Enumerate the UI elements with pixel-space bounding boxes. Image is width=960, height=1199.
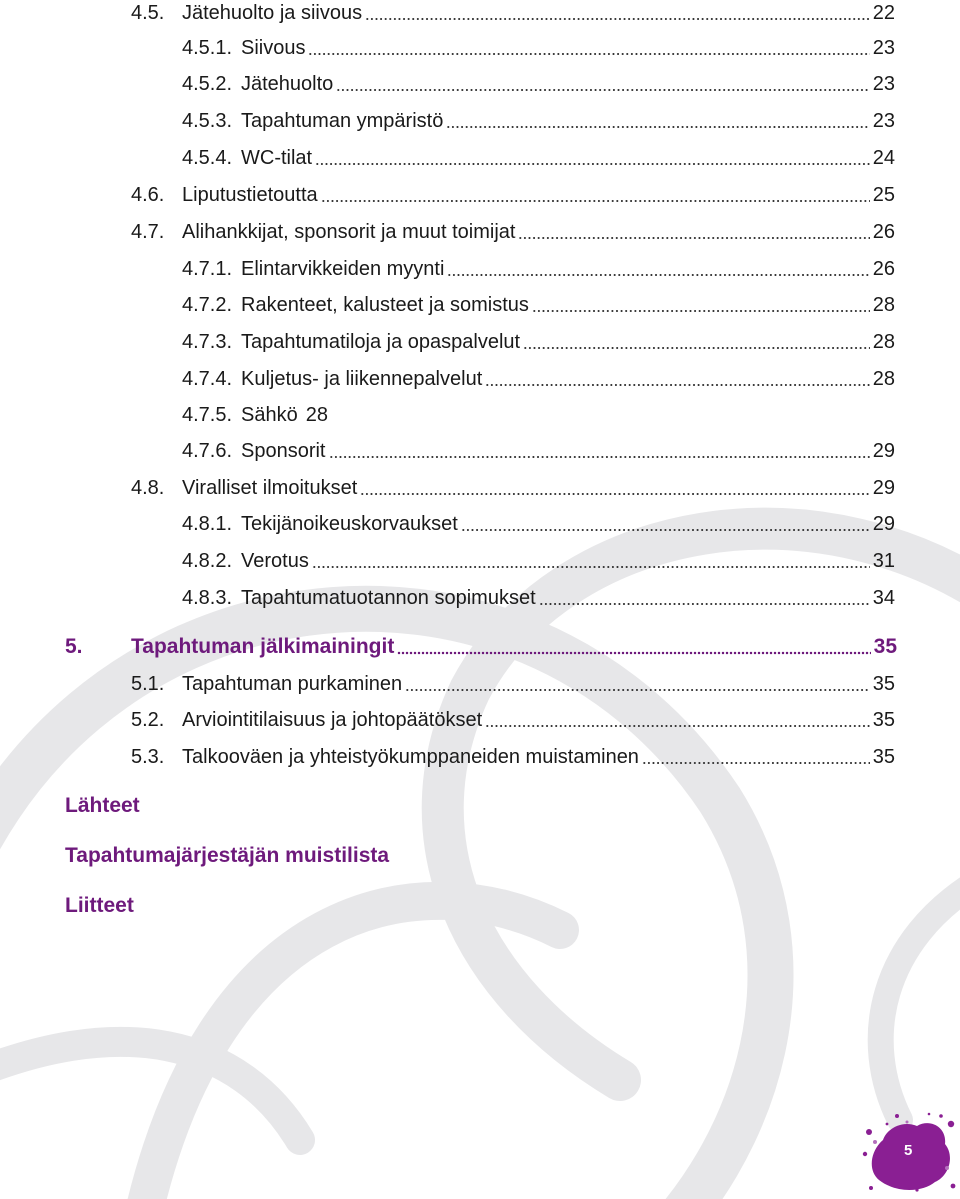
- toc-number: 5.3.: [131, 746, 165, 768]
- toc-number: 4.7.: [131, 221, 165, 243]
- toc-label: Siivous: [241, 37, 306, 59]
- toc-entry[interactable]: [131, 669, 895, 699]
- toc-page-number: 23: [872, 37, 895, 59]
- toc-page-number: 24: [872, 147, 895, 169]
- toc-number: 4.8.: [131, 477, 165, 499]
- toc-leader-dots: [360, 478, 870, 496]
- toc-entry[interactable]: [131, 473, 895, 503]
- toc-entry[interactable]: [182, 254, 895, 284]
- toc-leader-dots: [532, 295, 870, 313]
- toc-label: Tapahtuman jälkimainingit: [131, 635, 395, 658]
- toc-label: Sähkö: [241, 404, 298, 426]
- toc-label: Tapahtumatuotannon sopimukset: [241, 587, 536, 609]
- toc-label: Alihankkijat, sponsorit ja muut toimijat: [182, 221, 516, 243]
- toc-label: Tapahtuman ympäristö: [241, 110, 444, 132]
- page-number: 5: [904, 1142, 913, 1159]
- toc-entry[interactable]: [182, 583, 895, 613]
- toc-page-number: 35: [872, 709, 895, 731]
- toc-page-number: 34: [872, 587, 895, 609]
- toc-label: Liputustietoutta: [182, 184, 318, 206]
- toc-leader-dots: [485, 710, 870, 728]
- toc-number: 4.7.6.: [182, 440, 233, 462]
- toc-leader-dots: [329, 441, 870, 459]
- toc-leader-dots: [405, 674, 870, 692]
- toc-leader-dots: [312, 551, 870, 569]
- toc-leader-dots: [315, 148, 870, 166]
- toc-page-number: 28: [872, 331, 895, 353]
- toc-leader-dots: [397, 637, 870, 655]
- toc-chapter-entry[interactable]: [65, 632, 897, 662]
- toc-number: 4.5.1.: [182, 37, 233, 59]
- toc-leader-dots: [447, 259, 869, 277]
- toc-number: 4.6.: [131, 184, 165, 206]
- toc-section-muistilista[interactable]: Tapahtumajärjestäjän muistilista: [65, 844, 390, 867]
- toc-label: Jätehuolto: [241, 73, 334, 95]
- toc-page-number: 29: [872, 440, 895, 462]
- toc-leader-dots: [642, 747, 870, 765]
- toc-entry[interactable]: [182, 509, 895, 539]
- toc-page-number: 25: [872, 184, 895, 206]
- toc-number: 4.7.4.: [182, 368, 233, 390]
- toc-page-number: 28: [305, 404, 328, 426]
- toc-label: Kuljetus- ja liikennepalvelut: [241, 368, 483, 390]
- toc-entry[interactable]: [131, 217, 895, 247]
- toc-page-number: 29: [872, 513, 895, 535]
- toc-page-number: 29: [872, 477, 895, 499]
- toc-page-number: 35: [872, 746, 895, 768]
- toc-number: 5.1.: [131, 673, 165, 695]
- toc-leader-dots: [518, 222, 869, 240]
- toc-entry[interactable]: [182, 436, 895, 466]
- toc-number: 4.5.: [131, 2, 165, 24]
- toc-leader-dots: [539, 588, 870, 606]
- toc-entry[interactable]: [182, 290, 895, 320]
- toc-number: 4.7.2.: [182, 294, 233, 316]
- toc-leader-dots: [336, 74, 869, 92]
- toc-leader-dots: [446, 111, 869, 129]
- toc-entry[interactable]: [182, 143, 895, 173]
- toc-page-number: 35: [872, 673, 895, 695]
- toc-page-number: 28: [872, 368, 895, 390]
- toc-entry[interactable]: [182, 546, 895, 576]
- toc-number: 4.7.3.: [182, 331, 233, 353]
- toc-entry[interactable]: [182, 400, 895, 430]
- toc-number: 4.5.4.: [182, 147, 233, 169]
- toc-leader-dots: [461, 514, 870, 532]
- toc-entry[interactable]: [182, 364, 895, 394]
- toc-entry[interactable]: [182, 327, 895, 357]
- toc-leader-dots: [523, 332, 870, 350]
- toc-entry[interactable]: [131, 0, 895, 28]
- toc-page-number: 28: [872, 294, 895, 316]
- toc-number: 5.2.: [131, 709, 165, 731]
- toc-number: 5.: [65, 635, 83, 658]
- toc-page-number: 22: [872, 2, 895, 24]
- toc-number: 4.5.3.: [182, 110, 233, 132]
- toc-entry[interactable]: [131, 705, 895, 735]
- toc-label: Talkooväen ja yhteistyökumppaneiden muistaminen: [182, 746, 639, 768]
- toc-number: 4.8.2.: [182, 550, 233, 572]
- toc-entry[interactable]: [131, 180, 895, 210]
- toc-label: Tapahtumatiloja ja opaspalvelut: [241, 331, 521, 353]
- toc-page-number: 31: [872, 550, 895, 572]
- toc-label: Sponsorit: [241, 440, 326, 462]
- toc-number: 4.7.1.: [182, 258, 233, 280]
- toc-page-number: 35: [873, 635, 897, 658]
- toc-label: Viralliset ilmoitukset: [182, 477, 358, 499]
- toc-number: 4.8.1.: [182, 513, 233, 535]
- toc-page-number: 23: [872, 110, 895, 132]
- toc-label: Elintarvikkeiden myynti: [241, 258, 445, 280]
- toc-number: 4.5.2.: [182, 73, 233, 95]
- toc-label: Jätehuolto ja siivous: [182, 2, 363, 24]
- toc-entry[interactable]: [131, 742, 895, 772]
- toc-label: Rakenteet, kalusteet ja somistus: [241, 294, 529, 316]
- toc-entry[interactable]: [182, 33, 895, 63]
- toc-number: 4.8.3.: [182, 587, 233, 609]
- toc-section-liitteet[interactable]: Liitteet: [65, 894, 134, 917]
- toc-label: Tapahtuman purkaminen: [182, 673, 403, 695]
- toc-page-number: 26: [872, 221, 895, 243]
- toc-leader-dots: [308, 38, 869, 56]
- toc-leader-dots: [485, 369, 870, 387]
- toc-entry[interactable]: [182, 69, 895, 99]
- toc-number: 4.7.5.: [182, 404, 233, 426]
- toc-page-number: 23: [872, 73, 895, 95]
- toc-leader-dots: [365, 3, 870, 21]
- toc-entry[interactable]: [182, 106, 895, 136]
- toc-leader-dots: [321, 185, 870, 203]
- toc-page-number: 26: [872, 258, 895, 280]
- toc-label: Arviointitilaisuus ja johtopäätökset: [182, 709, 483, 731]
- toc-label: Tekijänoikeuskorvaukset: [241, 513, 458, 535]
- toc-section-lahteet[interactable]: Lähteet: [65, 794, 140, 817]
- toc-label: WC-tilat: [241, 147, 313, 169]
- toc-label: Verotus: [241, 550, 309, 572]
